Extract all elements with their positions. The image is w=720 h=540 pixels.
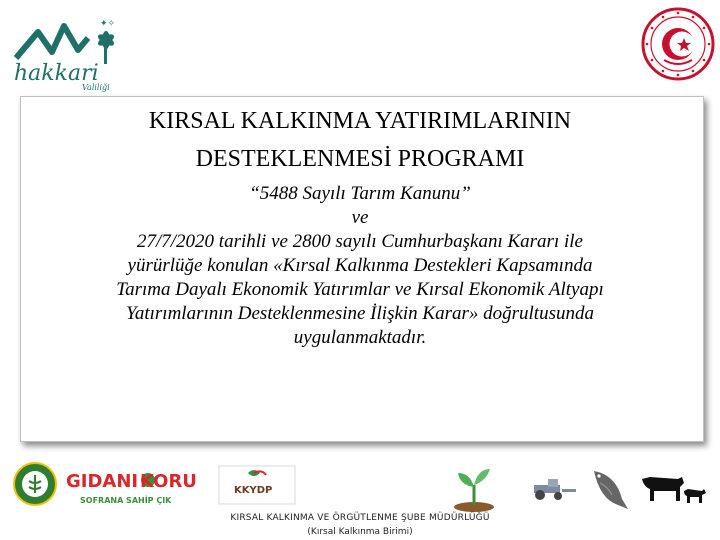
hakkari-wordmark: hakkari: [14, 61, 99, 86]
livestock-icon: [638, 469, 708, 509]
body-line: yürürlüğe konulan «Kırsal Kalkınma Destekleri Kapsamında: [127, 255, 593, 276]
footer-department: KIRSAL KALKINMA VE ÖRGÜTLENME ŞUBE MÜDÜRLÜĞÜ: [230, 513, 490, 523]
tractor-icon: [530, 477, 580, 501]
body-line: 27/7/2020 tarihli ve 2800 sayılı Cumhurbaşkanı Kararı ile: [137, 231, 583, 252]
footer-unit: (Kırsal Kalkınma Birimi): [307, 527, 413, 537]
fish-icon: [586, 465, 632, 513]
program-title: [0, 102, 720, 178]
body-line: Tarıma Dayalı Ekonomik Yatırımlar ve Kırsal Ekonomik Altyapı: [116, 279, 604, 300]
body-line: Yatırımlarının Desteklenmesine İlişkin Karar» doğrultusunda: [126, 303, 594, 324]
valiligi-wordmark: Valiliği: [82, 83, 110, 92]
hakkari-valiligi-logo: [8, 10, 128, 92]
gida-logo-left: GIDANI: [66, 471, 139, 492]
title-line-1: KIRSAL KALKINMA YATIRIMLARININ: [148, 108, 572, 134]
sprout-icon: [448, 463, 500, 513]
program-description: [30, 182, 690, 350]
gida-logo-right: KORU: [140, 471, 197, 492]
body-line: ve: [351, 207, 369, 228]
gidani-koru-logo: [64, 467, 204, 509]
cooperative-emblem-icon: [12, 461, 58, 507]
kkydp-logo: [218, 465, 296, 505]
footer-logo-row: [0, 455, 720, 515]
body-line: uygulanmaktadır.: [293, 327, 427, 348]
svg-text:✦✧: ✦✧: [100, 19, 116, 29]
footer: [0, 512, 720, 538]
body-line: “5488 Sayılı Tarım Kanunu”: [249, 183, 471, 204]
gida-logo-tagline: SOFRANA SAHİP ÇIK: [80, 496, 172, 505]
kkydp-label: KKYDP: [234, 485, 273, 496]
title-line-2: DESTEKLENMESİ PROGRAMI: [195, 146, 525, 172]
ministry-seal-icon: [640, 6, 716, 82]
